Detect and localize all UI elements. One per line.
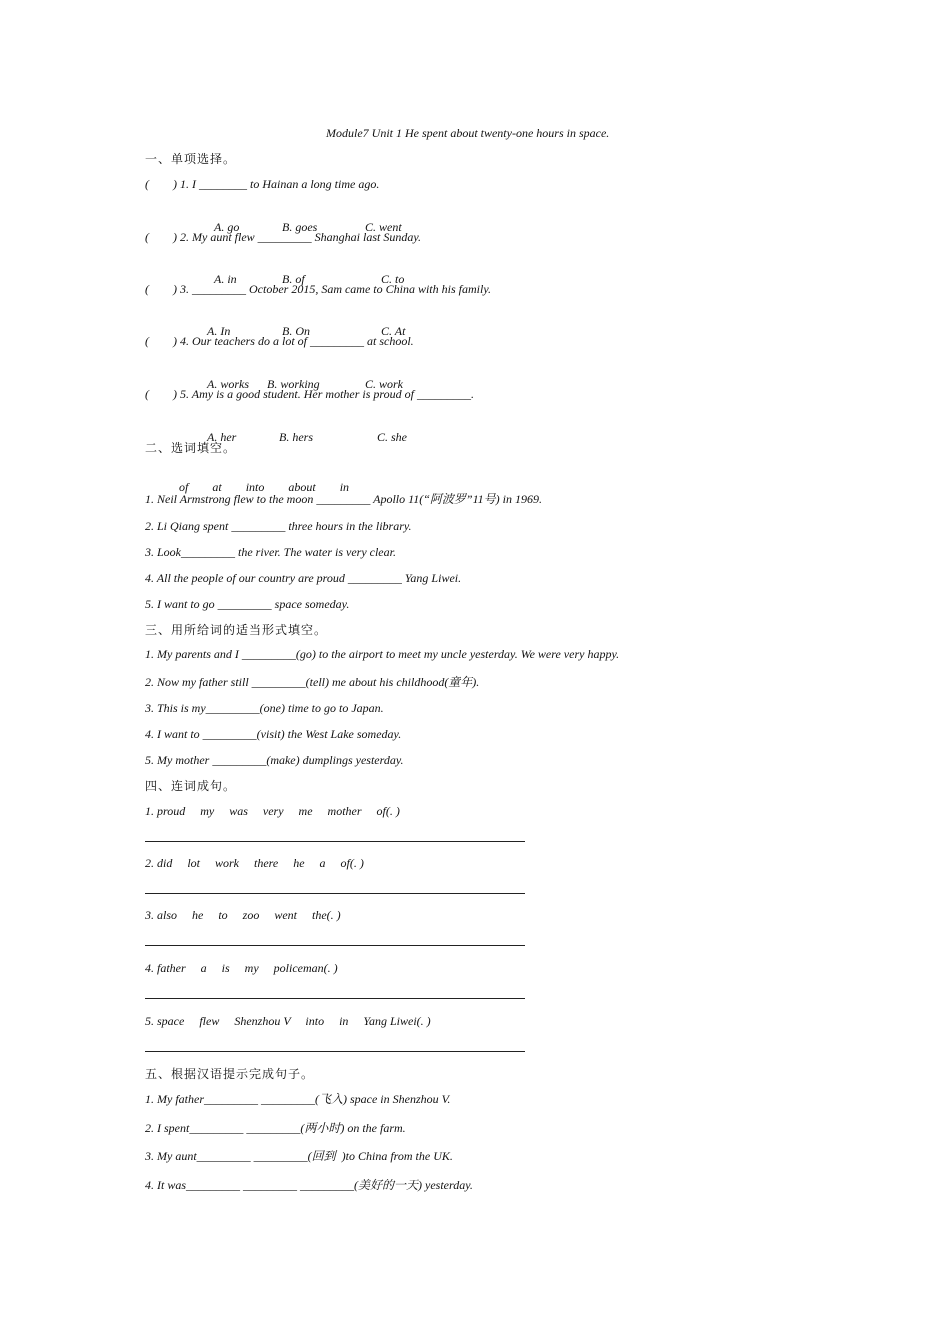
answer-line xyxy=(145,1051,525,1052)
option-a: A. in xyxy=(214,272,237,286)
section-2-heading: 二、选词填空。 xyxy=(145,441,237,455)
option-b: B. working xyxy=(267,377,320,391)
fill-item-3: 3. Look_________ the river. The water is very clear. xyxy=(145,545,396,559)
question-1: ( ) 1. I ________ to Hainan a long time ago. xyxy=(145,177,380,191)
fill-item-2: 2. Li Qiang spent _________ three hours in the library. xyxy=(145,519,412,533)
question-3: ( ) 3. _________ October 2015, Sam came to China with his family. xyxy=(145,282,491,296)
fill-item-1: 1. Neil Armstrong flew to the moon _________ Apollo 11(“阿波罗”11号) in 1969. xyxy=(145,492,543,506)
option-a: A. In xyxy=(207,324,231,338)
order-item-1: 1. proud my was very me mother of(. ) xyxy=(145,804,400,818)
word-bank-item: in xyxy=(339,480,350,494)
section-3-heading: 三、用所给词的适当形式填空。 xyxy=(145,623,328,637)
question-2: ( ) 2. My aunt flew _________ Shanghai last Sunday. xyxy=(145,230,421,244)
option-b: B. of xyxy=(282,272,305,286)
order-item-5: 5. space flew Shenzhou V into in Yang Liwei(. ) xyxy=(145,1014,431,1028)
option-b: B. goes xyxy=(282,220,318,234)
order-item-4: 4. father a is my policeman(. ) xyxy=(145,961,338,975)
section-5-heading: 五、根据汉语提示完成句子。 xyxy=(145,1067,315,1081)
word-bank-item: at xyxy=(212,480,222,494)
answer-line xyxy=(145,893,525,894)
form-item-3: 3. This is my_________(one) time to go to Japan. xyxy=(145,701,384,715)
word-bank-item: into xyxy=(245,480,265,494)
form-item-4: 4. I want to _________(visit) the West Lake someday. xyxy=(145,727,402,741)
translate-item-1: 1. My father_________ _________(飞入) space in Shenzhou V. xyxy=(145,1092,451,1106)
option-a: A. go xyxy=(214,220,240,234)
option-a: A. her xyxy=(207,430,237,444)
translate-item-4: 4. It was_________ _________ _________(美好的一天) yesterday. xyxy=(145,1178,473,1192)
option-b: B. On xyxy=(282,324,310,338)
question-5: ( ) 5. Amy is a good student. Her mother is proud of _________. xyxy=(145,387,474,401)
option-c: C. she xyxy=(377,430,407,444)
answer-line xyxy=(145,841,525,842)
option-b: B. hers xyxy=(279,430,313,444)
answer-line xyxy=(145,998,525,999)
option-c: C. went xyxy=(365,220,402,234)
order-item-3: 3. also he to zoo went the(. ) xyxy=(145,908,341,922)
question-4: ( ) 4. Our teachers do a lot of _________ at school. xyxy=(145,334,414,348)
option-a: A. works xyxy=(207,377,249,391)
section-1-heading: 一、单项选择。 xyxy=(145,152,237,166)
option-c: C. work xyxy=(365,377,404,391)
fill-item-5: 5. I want to go _________ space someday. xyxy=(145,597,350,611)
form-item-1: 1. My parents and I _________(go) to the airport to meet my uncle yesterday. We were very happy. xyxy=(145,647,620,661)
form-item-5: 5. My mother _________(make) dumplings yesterday. xyxy=(145,753,404,767)
translate-item-2: 2. I spent_________ _________(两小时) on the farm. xyxy=(145,1121,406,1135)
option-c: C. At xyxy=(381,324,406,338)
section-4-heading: 四、连词成句。 xyxy=(145,779,237,793)
form-item-2: 2. Now my father still _________(tell) me about his childhood(童年). xyxy=(145,675,480,689)
translate-item-3: 3. My aunt_________ _________(回到 )to China from the UK. xyxy=(145,1149,453,1163)
answer-line xyxy=(145,945,525,946)
word-bank-item: about xyxy=(288,480,316,494)
page-title: Module7 Unit 1 He spent about twenty-one hours in space. xyxy=(326,126,610,140)
option-c: C. to xyxy=(381,272,405,286)
order-item-2: 2. did lot work there he a of(. ) xyxy=(145,856,364,870)
word-bank-item: of xyxy=(179,480,189,494)
fill-item-4: 4. All the people of our country are proud _________ Yang Liwei. xyxy=(145,571,462,585)
